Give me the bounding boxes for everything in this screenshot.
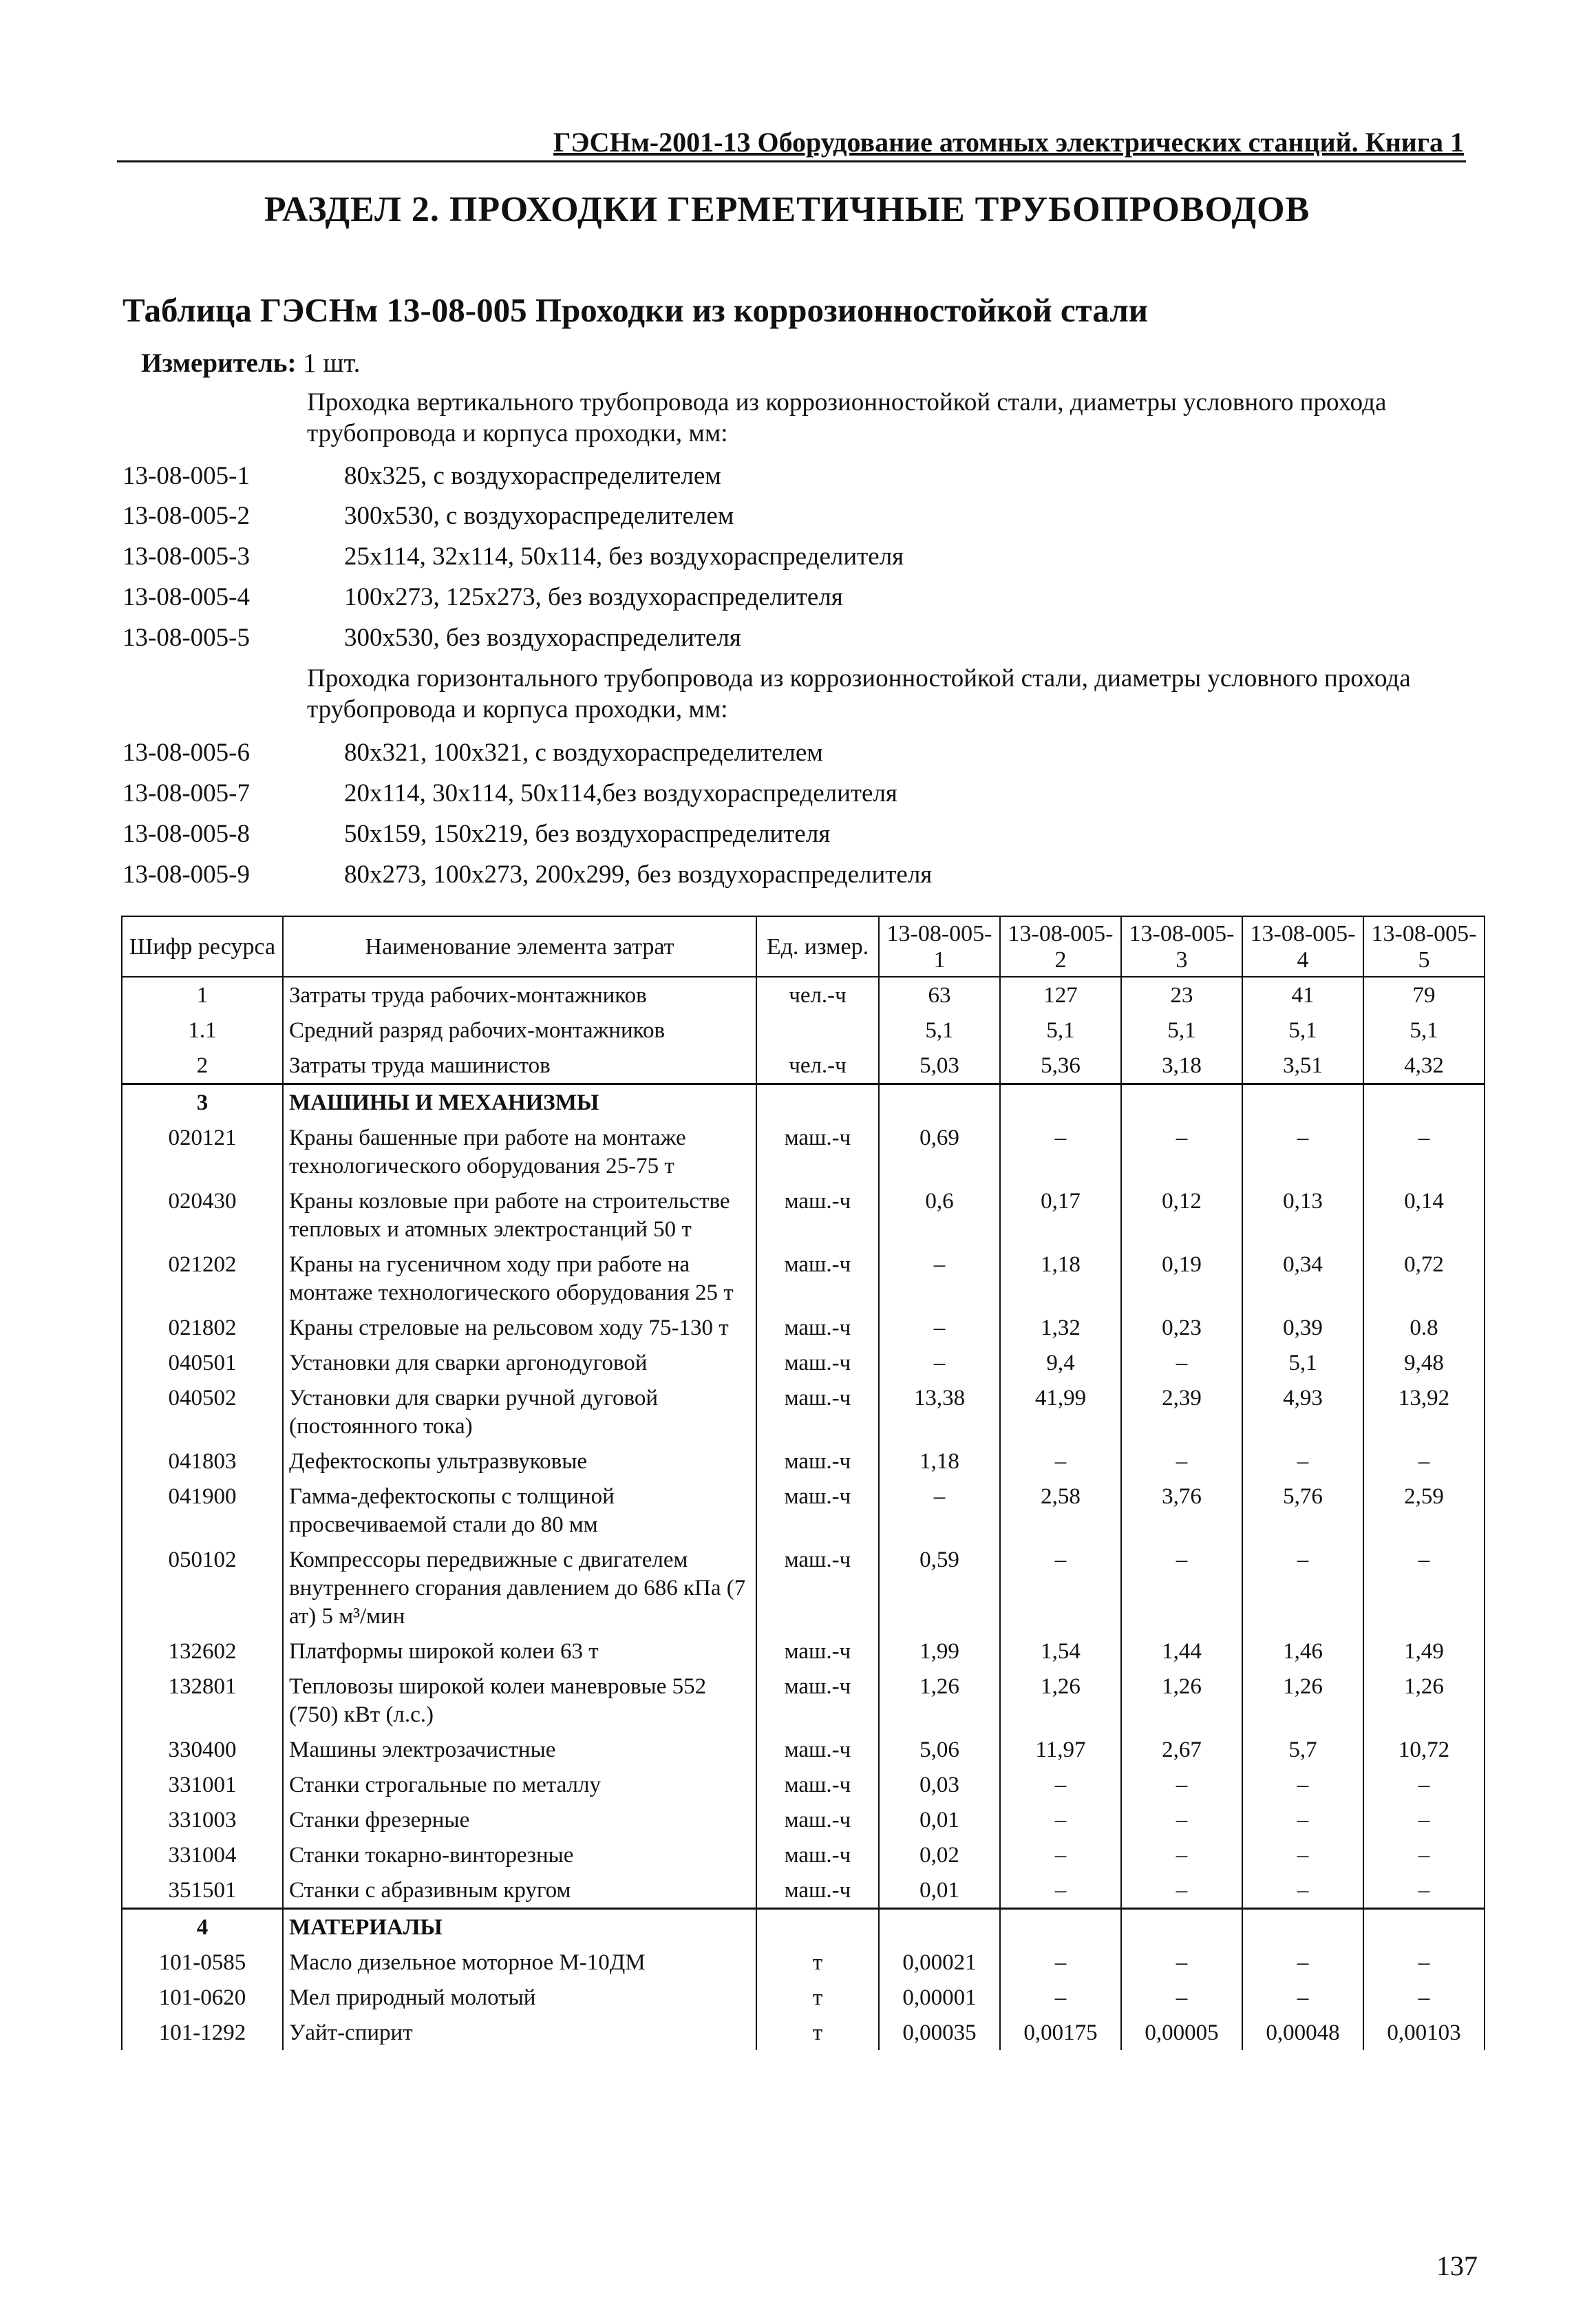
resource-value: – xyxy=(1000,1872,1121,1909)
resource-value: – xyxy=(1242,1767,1363,1802)
resource-value: 63 xyxy=(879,977,1000,1013)
resource-value: – xyxy=(1242,1444,1363,1479)
resource-value: – xyxy=(1000,1120,1121,1183)
resource-unit: маш.-ч xyxy=(756,1837,879,1872)
resource-value: 11,97 xyxy=(1000,1732,1121,1767)
resource-value: 0,69 xyxy=(879,1120,1000,1183)
resource-value: 0,17 xyxy=(1000,1183,1121,1247)
table-row xyxy=(122,1380,1485,1444)
norm-text: 80x321, 100x321, с воздухораспределителем xyxy=(344,739,823,767)
resource-value: 2,39 xyxy=(1121,1380,1242,1444)
table-row xyxy=(122,1120,1485,1183)
resource-value: 127 xyxy=(1000,977,1121,1013)
resource-code: 1.1 xyxy=(122,1013,283,1048)
resource-code: 041803 xyxy=(122,1444,283,1479)
norm-code: 13-08-005-7 xyxy=(123,779,250,807)
resource-value: – xyxy=(1000,1837,1121,1872)
resource-code: 040501 xyxy=(122,1345,283,1380)
resource-value: 0,02 xyxy=(879,1837,1000,1872)
resource-value: 0,01 xyxy=(879,1872,1000,1909)
table-header-row xyxy=(122,916,1485,977)
resource-value: – xyxy=(1121,1980,1242,2015)
resource-value: 1,46 xyxy=(1242,1634,1363,1669)
resource-unit: т xyxy=(756,2015,879,2050)
col-header-code: Шифр ресурса xyxy=(122,916,283,977)
resource-unit: чел.-ч xyxy=(756,977,879,1013)
resource-code: 2 xyxy=(122,1048,283,1084)
resource-unit: т xyxy=(756,1980,879,2015)
resource-unit: маш.-ч xyxy=(756,1767,879,1802)
resource-value: – xyxy=(1363,1767,1485,1802)
table-row xyxy=(122,2015,1485,2050)
norm-code: 13-08-005-9 xyxy=(123,860,250,889)
resource-unit: маш.-ч xyxy=(756,1732,879,1767)
resource-value: 0,01 xyxy=(879,1802,1000,1837)
resource-value xyxy=(1363,1909,1485,1945)
resource-value: 0,59 xyxy=(879,1542,1000,1634)
resource-code: 1 xyxy=(122,977,283,1013)
norm-item xyxy=(123,819,1430,854)
resource-value: – xyxy=(1363,1945,1485,1980)
resource-code: 041900 xyxy=(122,1479,283,1542)
resource-name: Уайт-спирит xyxy=(283,2015,756,2050)
resource-value: 0,13 xyxy=(1242,1183,1363,1247)
resource-unit: маш.-ч xyxy=(756,1120,879,1183)
col-header-norm: 13-08-005-5 xyxy=(1363,916,1485,977)
resource-unit: маш.-ч xyxy=(756,1669,879,1732)
resource-value xyxy=(1363,1084,1485,1121)
resource-value: – xyxy=(1121,1837,1242,1872)
resource-value: – xyxy=(1363,1980,1485,2015)
table-row xyxy=(122,1732,1485,1767)
resource-value: – xyxy=(1242,1802,1363,1837)
resource-value: – xyxy=(1121,1542,1242,1634)
resource-value: 1,49 xyxy=(1363,1634,1485,1669)
resource-value: – xyxy=(1121,1767,1242,1802)
resource-unit: маш.-ч xyxy=(756,1634,879,1669)
resource-value: 0,00035 xyxy=(879,2015,1000,2050)
resource-name: Затраты труда рабочих-монтажников xyxy=(283,977,756,1013)
resource-value: – xyxy=(1121,1345,1242,1380)
resource-value: 1,26 xyxy=(879,1669,1000,1732)
table-row xyxy=(122,1479,1485,1542)
resource-value: 5,1 xyxy=(1242,1013,1363,1048)
table-section-row xyxy=(122,1909,1485,1945)
resource-code: 331003 xyxy=(122,1802,283,1837)
resource-code: 351501 xyxy=(122,1872,283,1909)
col-header-unit: Ед. измер. xyxy=(756,916,879,977)
table-section-row xyxy=(122,1084,1485,1121)
resource-value: 0,00175 xyxy=(1000,2015,1121,2050)
resource-value: – xyxy=(1242,1542,1363,1634)
resource-name: Затраты труда машинистов xyxy=(283,1048,756,1084)
resource-value: 41 xyxy=(1242,977,1363,1013)
resource-value xyxy=(1242,1909,1363,1945)
norm-text: 20x114, 30x114, 50x114,без воздухораспределителя xyxy=(344,779,897,807)
resource-name: Установки для сварки аргонодуговой xyxy=(283,1345,756,1380)
resource-value xyxy=(1242,1084,1363,1121)
resource-value: – xyxy=(1363,1872,1485,1909)
resource-value: – xyxy=(1363,1837,1485,1872)
resource-value: 10,72 xyxy=(1363,1732,1485,1767)
table-row xyxy=(122,1634,1485,1669)
resource-value: – xyxy=(1000,1980,1121,2015)
resource-code: 331004 xyxy=(122,1837,283,1872)
table-row xyxy=(122,1802,1485,1837)
resource-value: – xyxy=(1363,1120,1485,1183)
resource-name: Платформы широкой колеи 63 т xyxy=(283,1634,756,1669)
table-row xyxy=(122,1872,1485,1909)
resource-name: Машины электрозачистные xyxy=(283,1732,756,1767)
resource-value: 4,32 xyxy=(1363,1048,1485,1084)
table-row xyxy=(122,977,1485,1013)
resource-value: – xyxy=(1000,1945,1121,1980)
norm-item xyxy=(123,623,1430,657)
resource-value: – xyxy=(1121,1120,1242,1183)
resource-unit: маш.-ч xyxy=(756,1183,879,1247)
resource-value: 0,03 xyxy=(879,1767,1000,1802)
norm-text: 80x325, с воздухораспределителем xyxy=(344,462,721,490)
resource-name: Дефектоскопы ультразвуковые xyxy=(283,1444,756,1479)
resource-value: 5,7 xyxy=(1242,1732,1363,1767)
resource-name: Краны на гусеничном ходу при работе на монтаже технологического оборудования 25 т xyxy=(283,1247,756,1310)
resource-code: 331001 xyxy=(122,1767,283,1802)
norm-item xyxy=(123,501,1430,536)
resource-name: Масло дизельное моторное М-10ДМ xyxy=(283,1945,756,1980)
measure-unit xyxy=(141,348,360,379)
resource-value: – xyxy=(1000,1542,1121,1634)
resource-value: 2,58 xyxy=(1000,1479,1121,1542)
resource-value: – xyxy=(1121,1444,1242,1479)
resource-value: 1,26 xyxy=(1121,1669,1242,1732)
resource-name: Гамма-дефектоскопы с толщиной просвечиваемой стали до 80 мм xyxy=(283,1479,756,1542)
resource-unit: маш.-ч xyxy=(756,1345,879,1380)
norm-text: 300x530, с воздухораспределителем xyxy=(344,502,734,530)
resource-code: 021202 xyxy=(122,1247,283,1310)
resource-value: 5,1 xyxy=(1121,1013,1242,1048)
resource-value: 5,1 xyxy=(1363,1013,1485,1048)
norm-code: 13-08-005-2 xyxy=(123,502,250,530)
resource-value: 5,36 xyxy=(1000,1048,1121,1084)
resource-unit: маш.-ч xyxy=(756,1444,879,1479)
norm-text: 80x273, 100x273, 200x299, без воздухораспределителя xyxy=(344,860,933,889)
resource-value: – xyxy=(1121,1945,1242,1980)
resource-value: 1,44 xyxy=(1121,1634,1242,1669)
resource-value: 9,48 xyxy=(1363,1345,1485,1380)
resource-value: 4,93 xyxy=(1242,1380,1363,1444)
resource-code: 020121 xyxy=(122,1120,283,1183)
resource-value: 1,32 xyxy=(1000,1310,1121,1345)
resource-value: 1,26 xyxy=(1000,1669,1121,1732)
resource-value: – xyxy=(1363,1444,1485,1479)
resource-value: 0,6 xyxy=(879,1183,1000,1247)
resource-value: 9,4 xyxy=(1000,1345,1121,1380)
resource-name: Краны башенные при работе на монтаже технологического оборудования 25-75 т xyxy=(283,1120,756,1183)
norm-text: 300x530, без воздухораспределителя xyxy=(344,624,741,652)
resource-value: 1,26 xyxy=(1363,1669,1485,1732)
table-row xyxy=(122,1444,1485,1479)
resource-code: 020430 xyxy=(122,1183,283,1247)
norm-code: 13-08-005-6 xyxy=(123,739,250,767)
resource-value: 5,1 xyxy=(1242,1345,1363,1380)
resource-unit: маш.-ч xyxy=(756,1310,879,1345)
resource-name: Станки фрезерные xyxy=(283,1802,756,1837)
resource-code: 3 xyxy=(122,1084,283,1121)
resource-name: Компрессоры передвижные с двигателем внутреннего сгорания давлением до 686 кПа (7 ат) 5 м³/мин xyxy=(283,1542,756,1634)
col-header-name: Наименование элемента затрат xyxy=(283,916,756,977)
resource-value: – xyxy=(879,1247,1000,1310)
page-number: 137 xyxy=(1436,2250,1478,2281)
resource-code: 330400 xyxy=(122,1732,283,1767)
resource-value: 0,00021 xyxy=(879,1945,1000,1980)
norm-code: 13-08-005-1 xyxy=(123,462,250,490)
resource-value: 79 xyxy=(1363,977,1485,1013)
resource-value: 0,34 xyxy=(1242,1247,1363,1310)
resource-value: 2,67 xyxy=(1121,1732,1242,1767)
col-header-norm: 13-08-005-2 xyxy=(1000,916,1121,977)
resource-name: Станки токарно-винторезные xyxy=(283,1837,756,1872)
table-row xyxy=(122,1310,1485,1345)
resource-value: – xyxy=(1242,1945,1363,1980)
resource-name: МАШИНЫ И МЕХАНИЗМЫ xyxy=(283,1084,756,1121)
table-row xyxy=(122,1183,1485,1247)
resource-value: – xyxy=(879,1345,1000,1380)
resource-code: 4 xyxy=(122,1909,283,1945)
resource-code: 021802 xyxy=(122,1310,283,1345)
resource-value: 0,72 xyxy=(1363,1247,1485,1310)
resource-code: 132801 xyxy=(122,1669,283,1732)
resource-code: 101-1292 xyxy=(122,2015,283,2050)
resource-value: – xyxy=(879,1479,1000,1542)
resource-unit: маш.-ч xyxy=(756,1872,879,1909)
group-description: Проходка вертикального трубопровода из коррозионностойкой стали, диаметры условного прохода трубопровода и корпуса проходки, мм: xyxy=(307,388,1387,447)
resource-value: – xyxy=(1121,1802,1242,1837)
resource-value: – xyxy=(1000,1802,1121,1837)
resource-unit: маш.-ч xyxy=(756,1479,879,1542)
resource-code: 040502 xyxy=(122,1380,283,1444)
table-title: Таблица ГЭСНм 13-08-005 Проходки из коррозионностойкой стали xyxy=(123,291,1148,329)
resource-value: 0,12 xyxy=(1121,1183,1242,1247)
table-row xyxy=(122,1345,1485,1380)
resource-value: 2,59 xyxy=(1363,1479,1485,1542)
resource-value: 0,19 xyxy=(1121,1247,1242,1310)
table-row xyxy=(122,1837,1485,1872)
resource-value: 3,51 xyxy=(1242,1048,1363,1084)
resource-value: 0,00103 xyxy=(1363,2015,1485,2050)
resource-value: 3,18 xyxy=(1121,1048,1242,1084)
resource-value: – xyxy=(1363,1542,1485,1634)
resource-code: 101-0585 xyxy=(122,1945,283,1980)
resource-value: 5,1 xyxy=(879,1013,1000,1048)
norm-code: 13-08-005-8 xyxy=(123,820,250,848)
resource-value: 0,14 xyxy=(1363,1183,1485,1247)
norm-code: 13-08-005-4 xyxy=(123,583,250,611)
table-row xyxy=(122,1767,1485,1802)
col-header-norm: 13-08-005-3 xyxy=(1121,916,1242,977)
norm-text: 25x114, 32x114, 50x114, без воздухораспределителя xyxy=(344,542,904,571)
resource-unit: т xyxy=(756,1945,879,1980)
resource-table xyxy=(121,916,1485,2050)
norm-item xyxy=(123,542,1430,576)
resource-name: Краны козловые при работе на строительстве тепловых и атомных электростанций 50 т xyxy=(283,1183,756,1247)
group-description: Проходка горизонтального трубопровода из коррозионностойкой стали, диаметры условного прохода трубопровода и корпуса проходки, мм: xyxy=(307,664,1411,723)
resource-value: 13,38 xyxy=(879,1380,1000,1444)
resource-value xyxy=(1000,1084,1121,1121)
resource-value: 0,00005 xyxy=(1121,2015,1242,2050)
measure-label: Измеритель: xyxy=(141,348,297,378)
norm-code: 13-08-005-3 xyxy=(123,542,250,571)
resource-value xyxy=(1000,1909,1121,1945)
resource-value: – xyxy=(1242,1837,1363,1872)
resource-name: Краны стреловые на рельсовом ходу 75-130 т xyxy=(283,1310,756,1345)
running-header: ГЭСНм-2001-13 Оборудование атомных электрических станций. Книга 1 xyxy=(553,127,1464,158)
norm-item xyxy=(123,582,1430,617)
norm-item xyxy=(123,738,1430,772)
resource-value: 0,00048 xyxy=(1242,2015,1363,2050)
resource-code: 101-0620 xyxy=(122,1980,283,2015)
resource-value: – xyxy=(1242,1872,1363,1909)
resource-value xyxy=(879,1909,1000,1945)
resource-value: 0,00001 xyxy=(879,1980,1000,2015)
resource-name: МАТЕРИАЛЫ xyxy=(283,1909,756,1945)
resource-unit: маш.-ч xyxy=(756,1380,879,1444)
resource-value xyxy=(1121,1909,1242,1945)
resource-value: 1,18 xyxy=(879,1444,1000,1479)
resource-value: – xyxy=(1242,1980,1363,2015)
resource-value: 3,76 xyxy=(1121,1479,1242,1542)
resource-unit: маш.-ч xyxy=(756,1802,879,1837)
resource-value xyxy=(879,1084,1000,1121)
table-row xyxy=(122,1048,1485,1084)
resource-value: 5,1 xyxy=(1000,1013,1121,1048)
resource-name: Мел природный молотый xyxy=(283,1980,756,2015)
resource-value: 0.8 xyxy=(1363,1310,1485,1345)
resource-value: – xyxy=(1000,1767,1121,1802)
resource-name: Станки строгальные по металлу xyxy=(283,1767,756,1802)
table-row xyxy=(122,1945,1485,1980)
resource-value: – xyxy=(879,1310,1000,1345)
resource-unit xyxy=(756,1013,879,1048)
resource-code: 050102 xyxy=(122,1542,283,1634)
resource-value: – xyxy=(1121,1872,1242,1909)
measure-value: 1 шт. xyxy=(303,348,361,378)
resource-unit: чел.-ч xyxy=(756,1048,879,1084)
norm-text: 50x159, 150x219, без воздухораспределителя xyxy=(344,820,831,848)
col-header-norm: 13-08-005-1 xyxy=(879,916,1000,977)
resource-value: – xyxy=(1363,1802,1485,1837)
norm-item xyxy=(123,779,1430,813)
resource-value: 5,76 xyxy=(1242,1479,1363,1542)
norm-item xyxy=(123,461,1430,496)
norm-code: 13-08-005-5 xyxy=(123,624,250,652)
resource-unit xyxy=(756,1909,879,1945)
resource-unit: маш.-ч xyxy=(756,1542,879,1634)
resource-value: 23 xyxy=(1121,977,1242,1013)
table-row xyxy=(122,1013,1485,1048)
resource-value: 5,03 xyxy=(879,1048,1000,1084)
resource-value: 41,99 xyxy=(1000,1380,1121,1444)
resource-value: 5,06 xyxy=(879,1732,1000,1767)
table-row xyxy=(122,1669,1485,1732)
norm-text: 100x273, 125x273, без воздухораспределителя xyxy=(344,583,843,611)
table-row xyxy=(122,1247,1485,1310)
resource-name: Тепловозы широкой колеи маневровые 552 (750) кВт (л.с.) xyxy=(283,1669,756,1732)
resource-value: – xyxy=(1000,1444,1121,1479)
resource-value: – xyxy=(1242,1120,1363,1183)
resource-value xyxy=(1121,1084,1242,1121)
resource-unit: маш.-ч xyxy=(756,1247,879,1310)
table-row xyxy=(122,1980,1485,2015)
resource-value: 1,54 xyxy=(1000,1634,1121,1669)
norm-item xyxy=(123,860,1430,894)
col-header-norm: 13-08-005-4 xyxy=(1242,916,1363,977)
resource-name: Станки с абразивным кругом xyxy=(283,1872,756,1909)
resource-value: 13,92 xyxy=(1363,1380,1485,1444)
table-row xyxy=(122,1542,1485,1634)
resource-code: 132602 xyxy=(122,1634,283,1669)
section-title: РАЗДЕЛ 2. ПРОХОДКИ ГЕРМЕТИЧНЫЕ ТРУБОПРОВОДОВ xyxy=(264,190,1310,229)
resource-unit xyxy=(756,1084,879,1121)
resource-value: 1,18 xyxy=(1000,1247,1121,1310)
resource-value: 0,23 xyxy=(1121,1310,1242,1345)
resource-value: 1,26 xyxy=(1242,1669,1363,1732)
resource-name: Установки для сварки ручной дуговой (постоянного тока) xyxy=(283,1380,756,1444)
resource-value: 0,39 xyxy=(1242,1310,1363,1345)
resource-value: 1,99 xyxy=(879,1634,1000,1669)
resource-name: Средний разряд рабочих-монтажников xyxy=(283,1013,756,1048)
